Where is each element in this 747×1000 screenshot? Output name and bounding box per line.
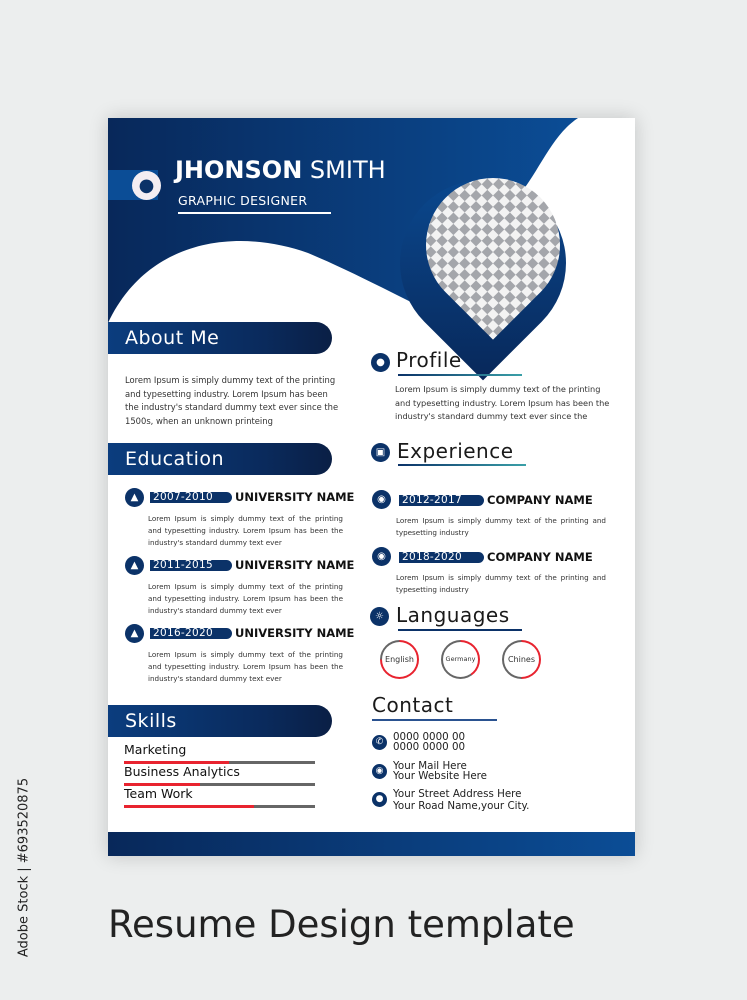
about-text: Lorem Ipsum is simply dummy text of the printing and typesetting industry. Lorem Ipsum has been the industry's standard dummy text ever since the 1500s, when an unknown printeing: [125, 375, 339, 426]
university-name: UNIVERSITY NAME: [235, 626, 355, 640]
website[interactable]: Your Website Here: [393, 770, 487, 782]
company-name: COMPANY NAME: [487, 493, 593, 507]
globe-icon: ◉: [372, 764, 387, 779]
language-ring: [502, 640, 541, 679]
university-name: UNIVERSITY NAME: [235, 490, 355, 504]
profile-icon: ●: [371, 353, 390, 372]
skill-name: Business Analytics: [124, 764, 240, 779]
phone-2[interactable]: 0000 0000 00: [393, 741, 466, 753]
graduation-cap-icon: ▲: [125, 624, 144, 643]
experience-years: 2012-2017: [399, 495, 484, 506]
resume-sheet: [108, 118, 635, 856]
skill-name: Team Work: [124, 786, 193, 801]
contact-heading: Contact: [372, 693, 454, 717]
phone-1[interactable]: 0000 0000 00: [393, 731, 466, 743]
language-ring: [441, 640, 480, 679]
languages-heading: Languages: [396, 603, 510, 627]
education-text: Lorem Ipsum is simply dummy text of the printing and typesetting industry. Lorem Ipsum has been the industry's standard dummy text ever: [148, 514, 343, 547]
user-icon: ●: [132, 171, 161, 200]
address-1: Your Street Address Here: [393, 788, 522, 800]
skills-heading: Skills: [108, 705, 332, 737]
job-title: GRAPHIC DESIGNER: [178, 193, 331, 214]
last-name: SMITH: [309, 156, 386, 184]
language-name: Chines: [504, 642, 539, 677]
language-name: Germany: [443, 642, 478, 677]
company-name: COMPANY NAME: [487, 550, 593, 564]
briefcase-icon: ▣: [371, 443, 390, 462]
education-heading: Education: [108, 443, 332, 475]
skill-bar: [124, 805, 315, 808]
language-ring: [380, 640, 419, 679]
education-years: 2007-2010: [150, 492, 232, 503]
experience-heading: Experience: [397, 439, 514, 463]
caption: Resume Design template: [108, 903, 575, 946]
education-years: 2016-2020: [150, 628, 232, 639]
experience-years: 2018-2020: [399, 552, 484, 563]
first-name: JHONSON: [175, 156, 303, 184]
education-text: Lorem Ipsum is simply dummy text of the printing and typesetting industry. Lorem Ipsum has been the industry's standard dummy text ever: [148, 582, 343, 615]
university-name: UNIVERSITY NAME: [235, 558, 355, 572]
location-pin-icon: ●: [372, 792, 387, 807]
graduation-cap-icon: ▲: [125, 556, 144, 575]
phone-icon: ✆: [372, 735, 387, 750]
languages-icon: ☼: [370, 607, 389, 626]
graduation-cap-icon: ▲: [125, 488, 144, 507]
company-icon: ◉: [372, 547, 391, 566]
mail[interactable]: Your Mail Here: [393, 760, 467, 772]
education-text: Lorem Ipsum is simply dummy text of the printing and typesetting industry. Lorem Ipsum has been the industry's standard dummy text ever: [148, 650, 343, 683]
profile-text: Lorem Ipsum is simply dummy text of the printing and typesetting industry. Lorem Ipsum has been the industry's standard dummy text ever since the: [395, 384, 610, 421]
footer-band: [108, 832, 635, 856]
experience-text: Lorem Ipsum is simply dummy text of the printing and typesetting industry: [396, 516, 606, 537]
experience-text: Lorem Ipsum is simply dummy text of the printing and typesetting industry: [396, 573, 606, 594]
profile-heading: Profile: [396, 348, 462, 372]
address-2: Your Road Name,your City.: [393, 800, 530, 812]
skill-name: Marketing: [124, 742, 187, 757]
language-name: English: [382, 642, 417, 677]
company-icon: ◉: [372, 490, 391, 509]
about-heading: About Me: [108, 322, 332, 354]
side-credit: Adobe Stock | #693520875: [16, 777, 32, 958]
education-years: 2011-2015: [150, 560, 232, 571]
